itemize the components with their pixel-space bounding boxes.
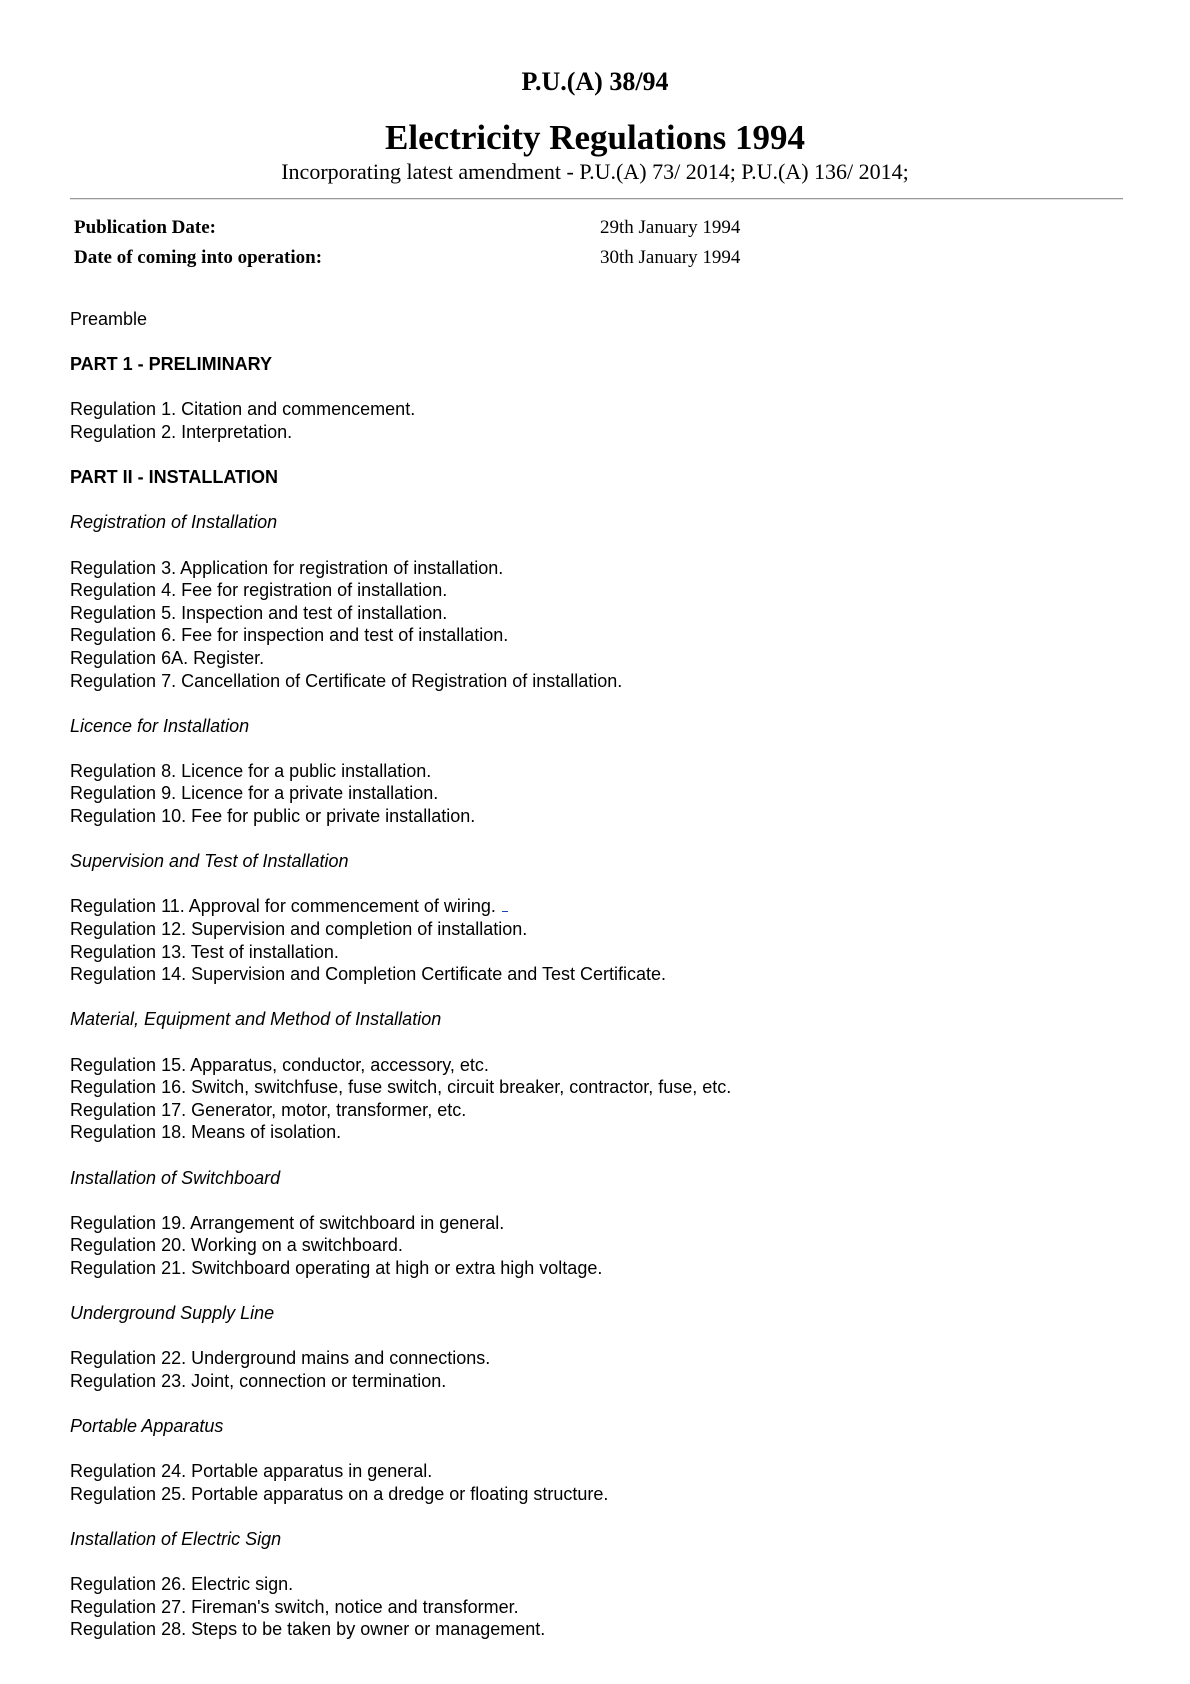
section-heading: Material, Equipment and Method of Installation — [70, 1009, 442, 1030]
publication-date-row — [74, 213, 1124, 243]
regulation-item-with-link[interactable] — [70, 895, 1130, 918]
regulation-item[interactable]: Regulation 6. Fee for inspection and test of installation. — [70, 625, 509, 646]
regulation-item[interactable]: Regulation 24. Portable apparatus in general. — [70, 1461, 433, 1482]
part-heading: PART 1 - PRELIMINARY — [70, 354, 273, 375]
regulation-item[interactable]: Regulation 18. Means of isolation. — [70, 1122, 342, 1143]
section-heading: Portable Apparatus — [70, 1416, 224, 1437]
hyperlink-marker[interactable] — [502, 897, 508, 912]
regulation-item[interactable]: Regulation 1. Citation and commencement. — [70, 399, 416, 420]
section-heading: Installation of Switchboard — [70, 1167, 281, 1188]
regulation-item[interactable]: Regulation 8. Licence for a public installation. — [70, 760, 432, 781]
regulation-item[interactable]: Regulation 12. Supervision and completion of installation. — [70, 919, 528, 940]
regulation-item[interactable]: Regulation 2. Interpretation. — [70, 421, 293, 442]
regulation-item[interactable]: Regulation 21. Switchboard operating at high or extra high voltage. — [70, 1257, 603, 1278]
regulation-item[interactable]: Regulation 27. Fireman's switch, notice and transformer. — [70, 1596, 519, 1617]
regulation-item-label[interactable]: Regulation 11. Approval for commencement of wiring. — [70, 896, 496, 917]
regulation-item[interactable]: Regulation 6A. Register. — [70, 647, 265, 668]
document-title: Electricity Regulations 1994 — [385, 118, 805, 157]
regulation-item[interactable]: Regulation 14. Supervision and Completion Certificate and Test Certificate. — [70, 964, 666, 985]
regulation-item[interactable]: Regulation 25. Portable apparatus on a dredge or floating structure. — [70, 1483, 609, 1504]
regulation-item[interactable]: Regulation 26. Electric sign. — [70, 1574, 294, 1595]
part-heading: PART II - INSTALLATION — [70, 467, 278, 488]
regulation-item[interactable]: Regulation 4. Fee for registration of installation. — [70, 580, 448, 601]
regulation-item[interactable]: Regulation 13. Test of installation. — [70, 941, 339, 962]
section-heading: Supervision and Test of Installation — [70, 851, 349, 872]
regulation-code: P.U.(A) 38/94 — [521, 67, 669, 96]
section-heading: Installation of Electric Sign — [70, 1529, 282, 1550]
regulation-item[interactable]: Regulation 9. Licence for a private installation. — [70, 783, 439, 804]
regulation-item[interactable]: Regulation 5. Inspection and test of installation. — [70, 602, 448, 623]
publication-date-label: Publication Date: — [74, 217, 216, 238]
publication-date-value: 29th January 1994 — [600, 217, 741, 238]
header-divider — [70, 198, 1123, 200]
regulation-item[interactable]: Regulation 3. Application for registration of installation. — [70, 557, 504, 578]
section-heading: Registration of Installation — [70, 512, 278, 533]
operation-date-value: 30th January 1994 — [600, 247, 741, 268]
regulation-item[interactable]: Regulation 10. Fee for public or private installation. — [70, 806, 476, 827]
regulation-item[interactable]: Regulation 19. Arrangement of switchboard in general. — [70, 1212, 505, 1233]
regulation-item[interactable]: Regulation 28. Steps to be taken by owner or management. — [70, 1619, 546, 1640]
operation-date-row — [74, 243, 1124, 273]
regulation-item[interactable]: Regulation 7. Cancellation of Certificate of Registration of installation. — [70, 670, 623, 691]
regulation-item[interactable]: Regulation 20. Working on a switchboard. — [70, 1235, 403, 1256]
preamble-link[interactable]: Preamble — [70, 309, 148, 329]
section-heading: Licence for Installation — [70, 715, 250, 736]
operation-date-label: Date of coming into operation: — [74, 247, 323, 268]
amendment-note: Incorporating latest amendment - P.U.(A) 73/ 2014; P.U.(A) 136/ 2014; — [281, 159, 909, 184]
regulation-item[interactable]: Regulation 15. Apparatus, conductor, accessory, etc. — [70, 1054, 489, 1075]
regulation-item[interactable]: Regulation 23. Joint, connection or termination. — [70, 1370, 447, 1391]
regulation-item[interactable]: Regulation 22. Underground mains and connections. — [70, 1348, 491, 1369]
regulation-item[interactable]: Regulation 17. Generator, motor, transformer, etc. — [70, 1099, 467, 1120]
section-heading: Underground Supply Line — [70, 1303, 275, 1324]
table-of-contents — [70, 308, 1130, 1641]
regulation-item[interactable]: Regulation 16. Switch, switchfuse, fuse switch, circuit breaker, contractor, fuse, etc. — [70, 1077, 732, 1098]
